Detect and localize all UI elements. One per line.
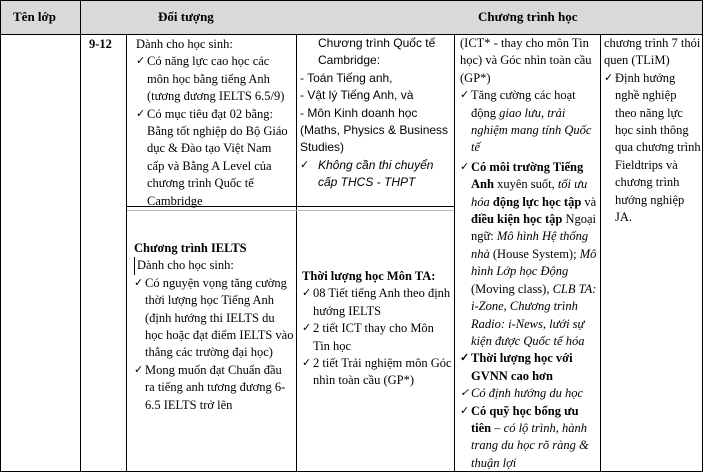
check-icon: ✓	[302, 322, 312, 335]
header-target: Đối tượng	[158, 9, 214, 24]
ielts-intro: Dành cho học sinh:	[134, 257, 294, 274]
intl-subject: - Môn Kinh doanh học	[300, 105, 418, 120]
duration-item: 2 tiết Trải nghiệm môn Góc nhìn toàn cầu (GP*)	[313, 356, 452, 388]
env-bold-3: điều kiện học tập	[471, 212, 563, 227]
env-italic: tối ưu hóa	[471, 177, 588, 209]
program-features-cell	[460, 35, 598, 472]
header-bg	[0, 0, 703, 34]
env-rest-3: (Moving class),	[471, 281, 553, 296]
duration-item: 2 tiết ICT thay cho Môn Tin học	[313, 321, 434, 353]
check-icon: ✓	[134, 363, 144, 376]
ielts-cell	[134, 240, 294, 414]
exchange-prefix: Tăng cường các hoạt động	[471, 88, 576, 120]
env-bold-2: động lực học tập	[489, 194, 582, 209]
check-icon: ✓	[302, 287, 312, 300]
abroad-text: Có định hướng du học	[471, 386, 584, 401]
check-icon: ✓	[460, 352, 470, 365]
duration-item: 08 Tiết tiếng Anh theo định hướng IELTS	[313, 286, 451, 318]
scholar-rest: – có lộ trình, hành trang du học rõ ràng & thuận lợi	[471, 420, 589, 470]
intl-subjects-en: (Maths, Physics & Business Studies)	[300, 123, 449, 155]
env-mid: xuyên suốt,	[493, 177, 558, 192]
career-cell	[604, 35, 701, 226]
env-rest-2: (House System);	[489, 246, 580, 261]
career-text: Định hướng nghề nghiệp theo năng lực học sinh thông qua chương trình Fieldtrips và chương trình hướng nghiệp JA.	[615, 70, 701, 225]
check-icon: ✓	[302, 357, 312, 370]
target-item: Có mục tiêu đạt 02 bằng: Bằng tốt nghiệp do Bộ Giáo dục & Đào tạo Việt Nam cấp và Bằng A Level của chương trình Quốc tế Cambridge	[147, 106, 288, 208]
check-icon: ✓	[604, 71, 614, 84]
ielts-title: Chương trình IELTS	[134, 241, 247, 255]
exchange-italic: giao lưu, trải nghiệm mang tính Quốc tế	[471, 105, 592, 155]
header-class: Tên lớp	[13, 9, 56, 24]
check-icon: ✓	[460, 404, 470, 417]
env-and: và	[581, 194, 597, 209]
target-cell	[136, 36, 288, 210]
habits-text: chương trình 7 thói quen (TLiM)	[604, 36, 701, 68]
ict-note: (ICT* - thay cho môn Tin học) và Góc nhìn toàn cầu (GP*)	[460, 36, 592, 85]
target-intro: Dành cho học sinh:	[136, 37, 233, 51]
header-program: Chương trình học	[478, 9, 578, 24]
env-italic-2: Mô hình Hệ thống nhà	[471, 229, 589, 261]
check-icon: ✓	[134, 276, 144, 289]
env-italic-4: CLB TA: i-Zone, Chương trình Radio: i-News, lưới sự kiện được Quốc tế hóa	[471, 281, 597, 348]
check-icon: ✓	[460, 89, 470, 102]
env-bold: Có môi trường Tiếng Anh	[471, 159, 584, 192]
check-icon: ✓	[136, 107, 146, 120]
intl-subject: - Vật lý Tiếng Anh, và	[300, 88, 414, 103]
class-name: 9-12	[89, 37, 112, 51]
duration-cell	[302, 268, 452, 390]
intl-cell	[300, 35, 452, 192]
env-italic-3: Mô hình Lớp học Động	[471, 246, 597, 279]
check-icon: ✓	[136, 55, 146, 68]
check-icon: ✓	[300, 158, 310, 171]
ielts-item: Có nguyện vọng tăng cường thời lượng học Tiếng Anh (định hướng thi IELTS du học hoặc đạt điểm IELTS vào thẳng các trường đại học)	[145, 275, 294, 360]
check-icon: ✓	[460, 387, 470, 400]
target-item: Có năng lực cao học các môn học bằng tiếng Anh (tương đương IELTS 6.5/9)	[147, 54, 285, 104]
duration-title: Thời lượng học Môn TA:	[302, 269, 436, 283]
intl-note: Không cần thi chuyển cấp THCS - THPT	[318, 157, 434, 190]
intl-title: Chương trình Quốc tế Cambridge:	[318, 36, 436, 68]
gvnn-text: Thời lượng học với GVNN cao hơn	[471, 351, 573, 383]
check-icon: ✓	[460, 160, 470, 173]
scholar-bold: Có quỹ học bổng ưu tiên	[471, 403, 579, 435]
intl-subject: - Toán Tiếng anh,	[300, 70, 393, 85]
ielts-item: Mong muốn đạt Chuẩn đầu ra tiếng anh tương đương 6-6.5 IELTS trở lên	[145, 362, 286, 412]
env-rest-1: Ngoại ngữ:	[471, 212, 597, 244]
